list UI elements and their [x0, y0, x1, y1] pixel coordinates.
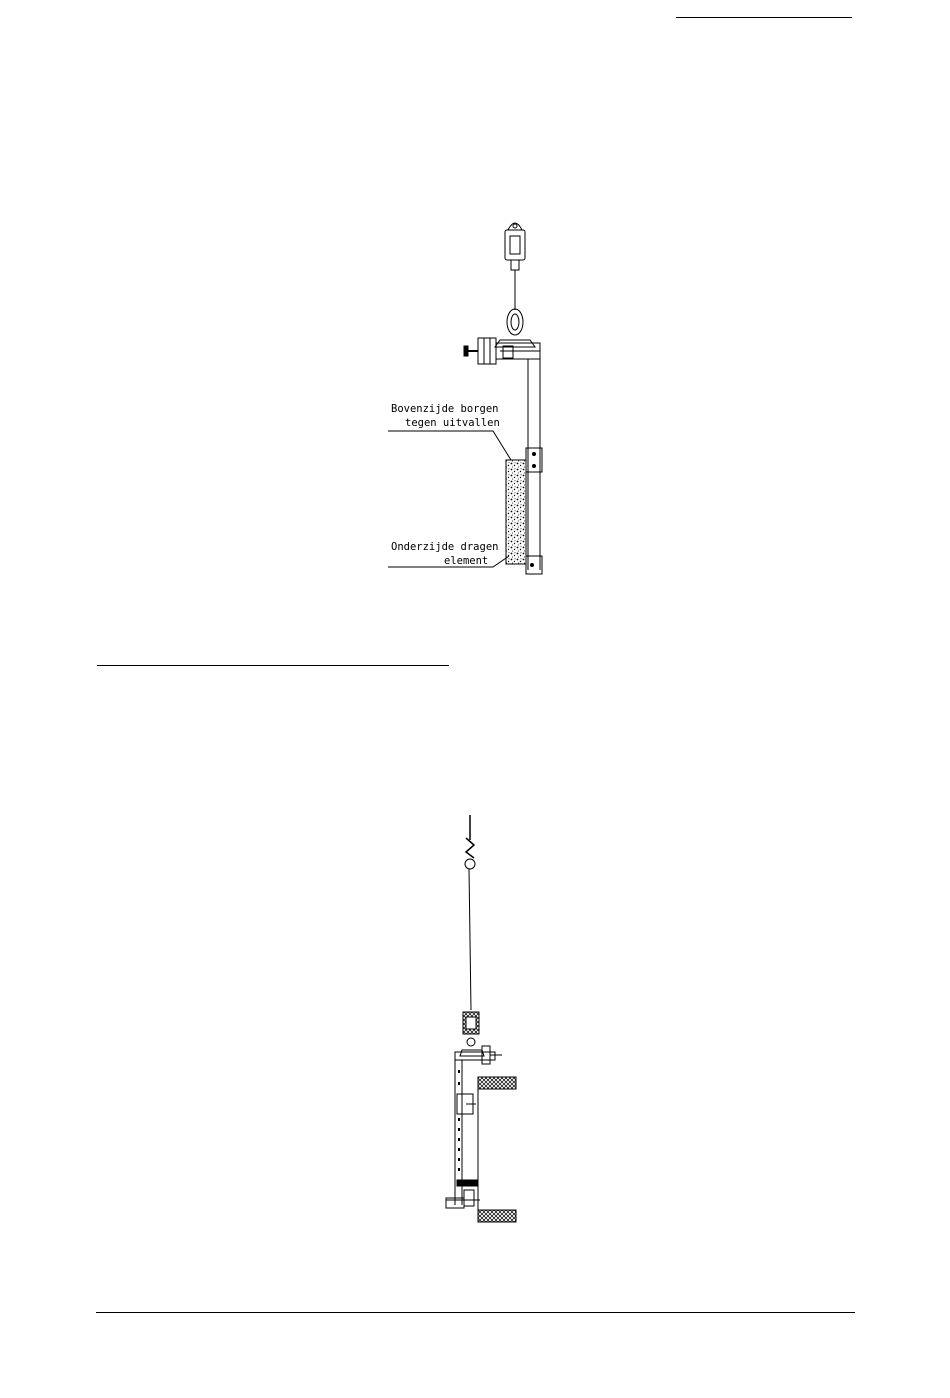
lifting-frame-drawing	[388, 223, 542, 574]
leader-line-top	[388, 431, 511, 460]
annotation-bottom-line2: element	[444, 555, 489, 567]
annotation-top-line2: tegen uitvallen	[405, 417, 500, 429]
crane-hook	[465, 815, 475, 869]
adjustment-holes	[458, 1070, 460, 1171]
crane-block	[505, 223, 525, 310]
lifting-block	[460, 1012, 484, 1056]
shackle	[495, 309, 535, 347]
floor-slab-upper	[478, 1077, 516, 1089]
lifting-cable	[469, 869, 471, 1010]
annotation-top-line1: Bovenzijde borgen	[391, 403, 499, 415]
floor-slab-lower	[478, 1210, 516, 1222]
concrete-element	[506, 460, 526, 564]
frame-verticals	[446, 1052, 480, 1210]
crane-installation-drawing	[446, 815, 516, 1222]
top-beam	[464, 338, 540, 364]
annotation-bottom-line1: Onderzijde dragen	[391, 541, 499, 553]
